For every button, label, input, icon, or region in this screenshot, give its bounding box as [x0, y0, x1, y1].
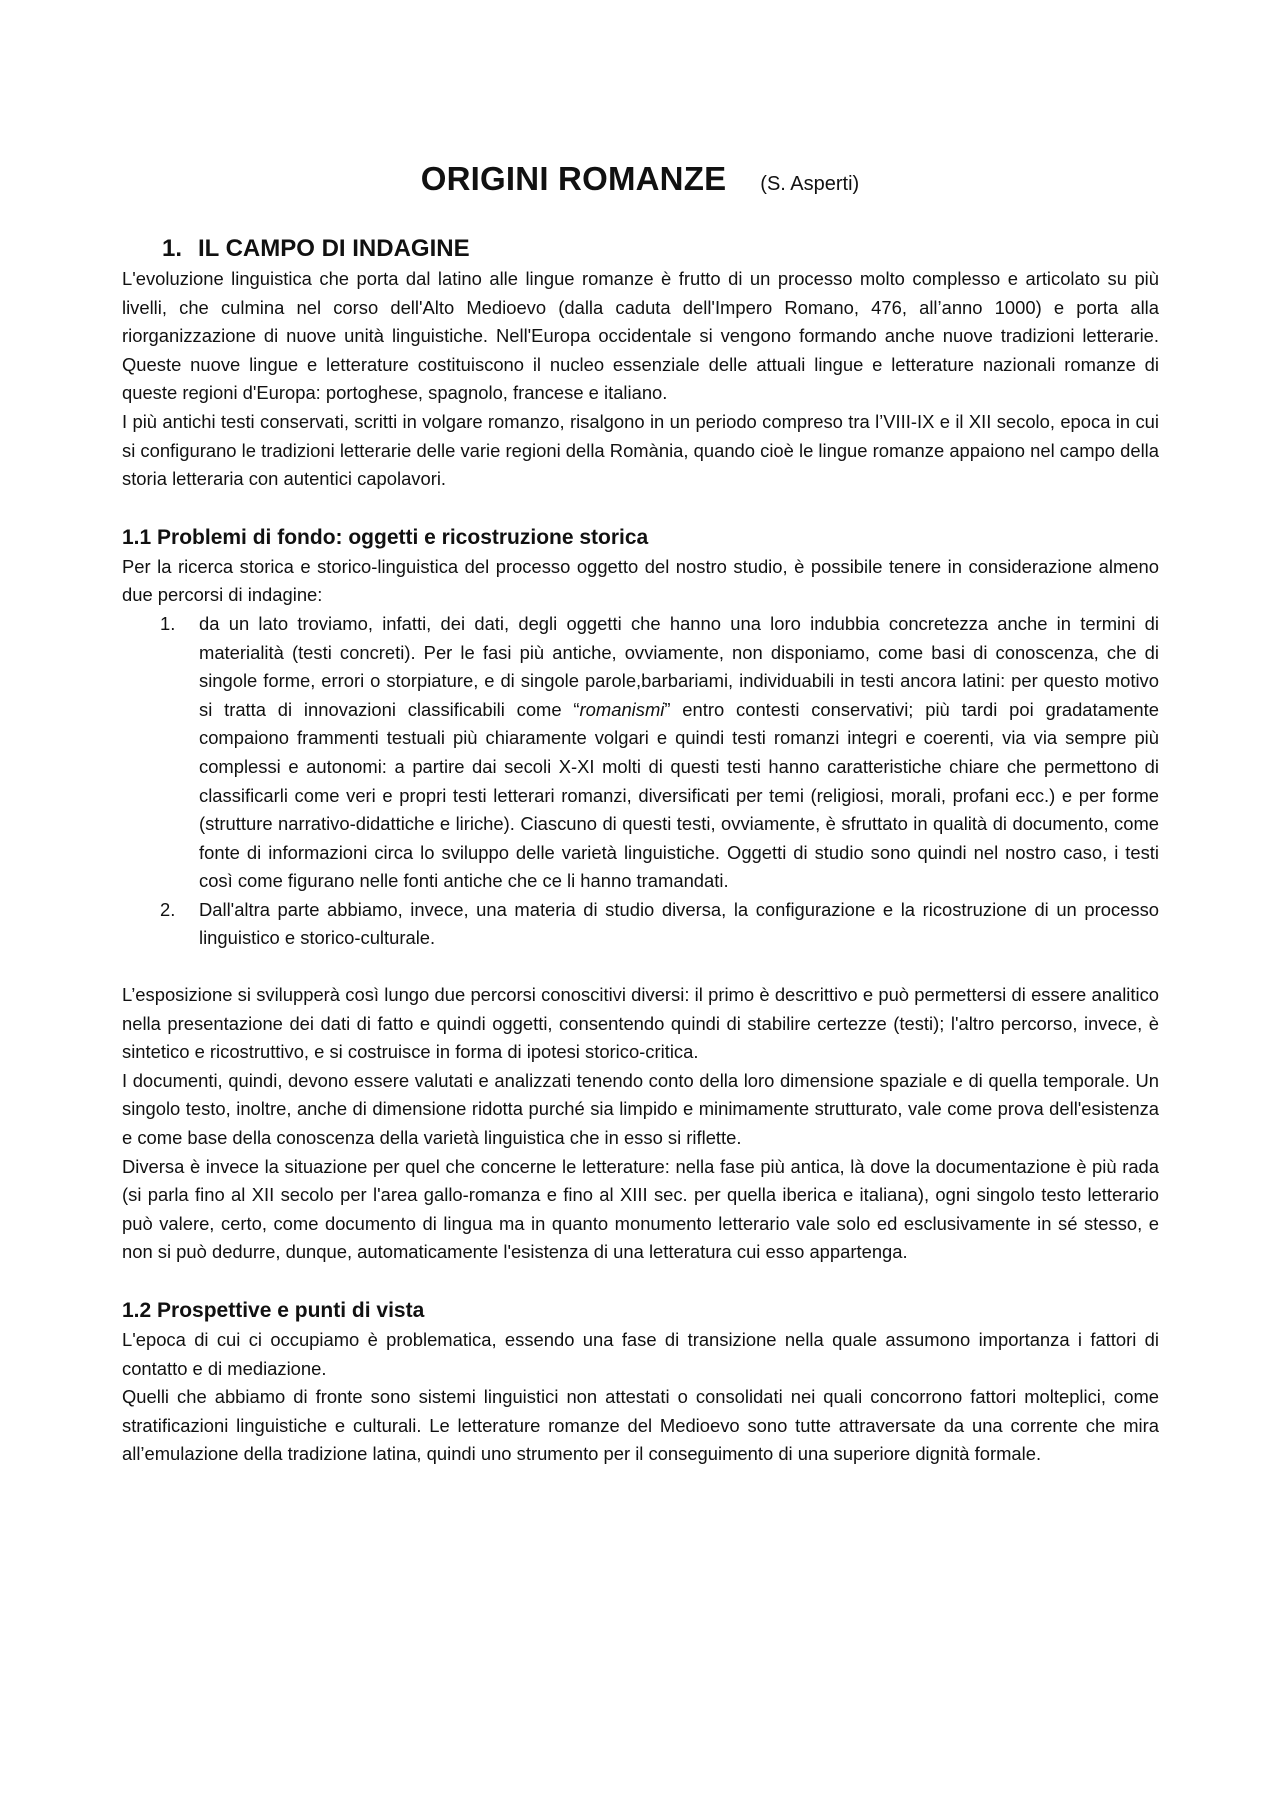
section-1-heading [122, 234, 1159, 264]
section-1-2-heading: 1.2 Prospettive e punti di vista [122, 1299, 425, 1322]
list-item-text: Dall'altra parte abbiamo, invece, una materia di studio diversa, la configurazione e la ricostruzione di un processo linguistico e storico-culturale. [199, 898, 1159, 949]
section-1-title: IL CAMPO DI INDAGINE [198, 235, 470, 262]
section-1-1-paragraph-1: L’esposizione si svilupperà così lungo due percorsi conoscitivi diversi: il primo è descrittivo e può permettersi di essere analitico nella presentazione dei dati di fatto e quindi oggetti, consentendo quindi di stabilire certezze (testi); l'altro percorso, invece, è sintetico e ricostruttivo, e si costruisce in forma di ipotesi storico-critica. [122, 984, 1159, 1063]
title-row [0, 160, 1280, 198]
list-item-number: 2. [160, 898, 176, 920]
section-1-1-heading: 1.1 Problemi di fondo: oggetti e ricostruzione storica [122, 525, 649, 549]
section-1-paragraph-2: I più antichi testi conservati, scritti in volgare romanzo, risalgono in un periodo compreso tra l’VIII-IX e il XII secolo, epoca in cui si configurano le tradizioni letterarie delle varie regioni della Romània, quando cioè le lingue romanze appaiono nel campo della storia letteraria con autentici capolavori. [122, 410, 1159, 490]
section-1-2-paragraph-2: Quelli che abbiamo di fronte sono sistemi linguistici non attestati o consolidati nei quali concorrono fattori molteplici, come stratificazioni linguistiche e culturali. Le letterature romanze del Medioevo sono tutte attraversate da una corrente che mira all’emulazione della tradizione latina, quindi uno strumento per il conseguimento di una superiore dignità formale. [122, 1386, 1159, 1465]
list-item-text-part-2: ” entro contesti conservativi; più tardi poi gradatamente compaiono frammenti testuali più chiaramente volgari e quindi testi romanzi integri e coerenti, via via sempre più complessi e autonomi: a partire dai secoli X-XI molti di questi testi hanno caratteristiche chiare che permettono di classificarli come veri e propri testi letterari romanzi, diversificati per temi (religiosi, morali, profani ecc.) e per forme (strutture narrativo-didattiche e liriche). Ciascuno di questi testi, ovviamente, è sfruttato in qualità di documento, come fonte di informazioni circa lo sviluppo delle varietà linguistiche. Oggetti di studio sono quindi nel nostro caso, i testi così come figurano nelle fonti antiche che ce li hanno tramandati. [199, 698, 1159, 892]
section-1-1-paragraph-2: I documenti, quindi, devono essere valutati e analizzati tenendo conto della loro dimensione spaziale e di quella temporale. Un singolo testo, inoltre, anche di dimensione ridotta purché sia limpido e minimamente strutturato, vale come prova dell'esistenza e come base della conoscenza della varietà linguistica che in esso si riflette. [122, 1069, 1159, 1149]
section-1-1-paragraph-3: Diversa è invece la situazione per quel che concerne le letterature: nella fase più antica, là dove la documentazione è più rada (si parla fino al XII secolo per l'area gallo-romanza e fino al XIII sec. per quella iberica e italiana), ogni singolo testo letterario può valere, certo, come documento di lingua ma in quanto monumento letterario vale solo ed esclusivamente in sé stesso, e non si può dedurre, dunque, automaticamente l'esistenza di una letteratura cui esso appartenga. [122, 1155, 1159, 1263]
section-1-number: 1. [162, 235, 183, 262]
paragraph-gap [122, 953, 1159, 981]
document-author: (S. Asperti) [760, 173, 860, 195]
document-body [122, 234, 1159, 1469]
section-1-2-paragraph-1: L'epoca di cui ci occupiamo è problematica, essendo una fase di transizione nella quale assumono importanza i fattori di contatto e di mediazione. [122, 1329, 1159, 1379]
list-item [122, 896, 1159, 953]
numbered-list [122, 610, 1159, 953]
list-item-emphasis: romanismi [579, 698, 665, 720]
section-1-1-intro: Per la ricerca storica e storico-linguistica del processo oggetto del nostro studio, è possibile tenere in considerazione almeno due percorsi di indagine: [122, 555, 1159, 606]
list-item-number: 1. [160, 612, 176, 634]
list-item-text-part-1: da un lato troviamo, infatti, dei dati, degli oggetti che hanno una loro indubbia concretezza anche in termini di materialità (testi concreti). Per le fasi più antiche, ovviamente, non disponiamo, come basi di conoscenza, che di singole forme, errori o storpiature, e di singole parole,barbariami, individuabili in testi ancora latini: per questo motivo si tratta di innovazioni classificabili come “ [199, 612, 1159, 720]
document-title: ORIGINI ROMANZE [420, 160, 727, 197]
list-item [122, 610, 1159, 896]
section-1-paragraph-1: L'evoluzione linguistica che porta dal latino alle lingue romanze è frutto di un processo molto complesso e articolato su più livelli, che culmina nel corso dell'Alto Medioevo (dalla caduta dell'Impero Romano, 476, all’anno 1000) e porta alla riorganizzazione di nuove unità linguistiche. Nell'Europa occidentale si vengono formando anche nuove tradizioni letterarie. Queste nuove lingue e letterature costituiscono il nucleo essenziale delle attuali lingue e letterature nazionali romanze di queste regioni d'Europa: portoghese, spagnolo, francese e italiano. [122, 268, 1159, 404]
